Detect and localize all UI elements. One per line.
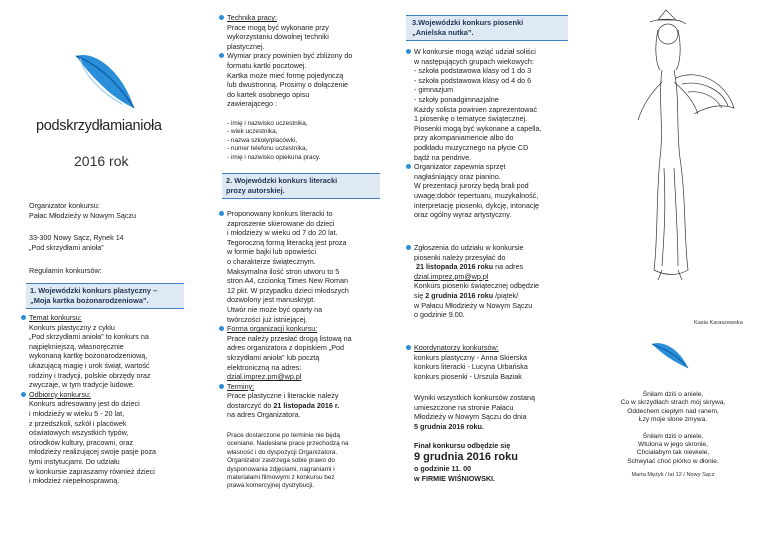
signup-line: piosenki należy przesyłać do (414, 252, 506, 262)
poem-line: Oddechem ciepłym nad ranem, (627, 407, 719, 415)
piano-line: oraz ogólny wyraz artystyczny. (414, 210, 512, 220)
bullet-dot (219, 326, 224, 331)
theme-heading: Temat konkursu: (29, 313, 82, 322)
piano-line: interpretację piosenki, dykcję, intonację (414, 200, 540, 210)
format-line: formatu kartki pocztowej. (227, 60, 307, 70)
coordinators-section (414, 343, 528, 381)
address-block (29, 233, 124, 252)
piano-line: W prezentacji jurorzy będą brali pod (414, 181, 529, 191)
deadlines-heading: Terminy: (227, 381, 255, 391)
contest2-line: w formie bajki lub opowieści (227, 247, 317, 257)
contest1-title-bar (26, 283, 184, 309)
coordinator-item: konkurs piosenki - Urszula Baziak (414, 371, 522, 381)
contest2-line: stron A4, czcionką Times New Roman (227, 276, 349, 286)
organizer-name: Pałac Młodzieży w Nowym Sączu (29, 210, 137, 220)
recipients-line: młodzieży realizującej swoje pasje poza (29, 447, 157, 457)
year-label: 2016 rok (74, 153, 129, 169)
technique-line: plastycznej. (227, 41, 265, 51)
deadline-date: 21 listopada 2016 r. (273, 400, 340, 410)
signup-event-prefix: się (414, 290, 426, 300)
theme-line: Konkurs plastyczny z cyklu (29, 322, 115, 332)
contest2-line: Proponowany konkurs literacki to (227, 209, 333, 218)
signup-line: w Pałacu Młodzieży w Nowym Sączu (414, 300, 533, 310)
feather-logo (72, 48, 138, 116)
format-line: do kartek osobnego opisu (227, 89, 310, 99)
contest1-title-line1: 1. Wojewódzki konkurs plastyczny – (30, 286, 158, 295)
groups-line: - szkoła podstawowa klasy od 4 do 6 (414, 75, 532, 85)
brand-name: podskrzydłamianioła (36, 118, 162, 134)
description-item: - nazwa szkoły/placówki, (227, 136, 297, 144)
middle-column (218, 0, 388, 543)
terms-block (227, 432, 349, 491)
signup-email-link[interactable]: dzial.imprez.pm@wp.pl (414, 271, 489, 281)
contest3-section (414, 47, 541, 220)
bullet-dot (21, 315, 26, 320)
description-item: - numer telefonu uczestnika, (227, 145, 308, 153)
terms-line: Organizator zastrzega sobie prawo do (227, 457, 335, 465)
angel-illustration (598, 8, 748, 326)
theme-section (29, 313, 156, 486)
technique-heading: Technika pracy: (227, 13, 277, 22)
terms-line: prawa komercyjnej dystrybucji. (227, 482, 315, 490)
poem-line: Wtulona w jego skronie, (637, 441, 708, 449)
description-list (227, 120, 320, 162)
deadline-line: Prace plastyczne i literackie należy (227, 391, 339, 401)
theme-line: „Pod skrzydłami anioła” to konkurs na (29, 332, 149, 342)
terms-line: materiałami filmowymi z konkursu bez (227, 474, 335, 482)
organization-line: Prace należy przesłać drogą listową na (227, 333, 352, 343)
groups-line: Każdy solista powinien zaprezentować (414, 104, 538, 114)
terms-line: oceniane. Nadesłane prace przechodzą na (227, 440, 349, 448)
contest2-line: Tegoroczną formą literacką jest proza (227, 237, 347, 247)
groups-line: - gimnazjum (414, 85, 454, 95)
contest2-title-line1: 2. Wojewódzki konkurs literacki (226, 176, 338, 185)
terms-line: własność i do dyspozycji Organizatora. (227, 448, 338, 456)
terms-line: Prace dostarczone po terminie nie będą (227, 432, 340, 439)
description-item: - imię i nazwisko uczestnika, (227, 120, 308, 127)
address-line-2: „Pod skrzydłami anioła” (29, 242, 104, 252)
signup-line: Konkurs piosenki świątecznej odbędzie (414, 281, 540, 291)
coordinator-item: konkurs plastyczny - Anna Skierska (414, 352, 528, 362)
recipients-line: ośrodków kultury, pracowni, oraz (29, 437, 134, 447)
groups-line: Piosenki mogą być wykonane a capella, (414, 123, 542, 133)
contest2-line: Maksymalna ilość stron utworu to 5 (227, 266, 340, 276)
poem-line: Schwytać choć piórko w dłonie. (627, 457, 719, 465)
organization-line: elektroniczną na adres: (227, 362, 302, 372)
contest1-title-line2: „Moja kartka bożonarodzeniowa”. (30, 296, 149, 305)
bullet-dot (219, 384, 224, 389)
right-column (402, 0, 572, 543)
groups-line: W konkursie mogą wziąć udział soliści (414, 47, 536, 56)
theme-line: ukazującą magię i urok świąt, wartość (29, 360, 150, 370)
recipients-line: i młodzieży w wieku 5 - 20 lat, (29, 408, 125, 418)
signup-event-date-line (414, 291, 539, 301)
feather-icon (650, 340, 690, 370)
contest2-line: 12 pkt. W przypadku dzieci młodszych (227, 285, 349, 295)
format-line: zawierającego : (227, 99, 277, 109)
format-line: Kartka może mieć formę pojedynczą (227, 70, 344, 80)
groups-line: przy akompaniamencie albo do (414, 133, 514, 143)
final-place: w FIRMIE WIŚNIOWSKI. (414, 473, 496, 483)
description-item: - wiek uczestnika, (227, 128, 278, 136)
recipients-heading: Odbiorcy konkursu: (29, 389, 91, 399)
terms-line: dysponowania zdjęciami, nagraniami i (227, 465, 335, 473)
bullet-dot (21, 392, 26, 397)
bullet-dot (219, 211, 224, 216)
piano-line: uwagę:dobór repertuaru, muzykalność, (414, 190, 539, 200)
bullet-dot (406, 164, 411, 169)
bullet-dot (219, 53, 224, 58)
contest2-line: Utwór nie może być oparty na (227, 304, 323, 314)
signup-event-day: /piątek/ (493, 290, 519, 300)
organizer-block (29, 201, 136, 220)
recipients-line: z przedszkoli, szkół i placówek (29, 418, 127, 428)
regulations-label: Regulamin konkursów: (29, 266, 102, 275)
groups-line: podkładu muzycznego na płycie CD (414, 142, 529, 152)
organization-heading: Forma organizacji konkursu: (227, 324, 318, 334)
format-line: Wymiar pracy powinien być zbliżony do (227, 51, 353, 61)
address-line-1: 33-300 Nowy Sącz, Rynek 14 (29, 233, 124, 242)
recipients-line: i młodzież niepełnosprawną. (29, 476, 120, 486)
results-line: umieszczone na stronie Pałacu (414, 402, 514, 412)
bullet-dot (406, 245, 411, 250)
piano-line: Organizator zapewnia sprzęt (414, 162, 506, 172)
technique-line: Prace mogą być wykonane przy (227, 22, 329, 32)
results-line: Młodzieży w Nowym Sączu do dnia (414, 412, 527, 422)
deadline-line: na adres Organizatora. (227, 410, 301, 420)
groups-line: 1 piosenkę o tematyce świątecznej. (414, 114, 528, 124)
recipients-line: oświatowych wszystkich typów, (29, 428, 129, 438)
organization-line: adres organizatora z dopiskiem „Pod (227, 343, 345, 353)
bullet-dot (406, 345, 411, 350)
deadline-prefix: dostarczyć do (227, 400, 274, 410)
left-column (0, 0, 190, 543)
results-line: Wyniki wszystkich konkursów zostaną (414, 393, 535, 402)
groups-line: w następujących grupach wiekowych: (414, 56, 534, 66)
final-time: o godzinie 11. 00 (414, 464, 472, 473)
illustration-credit: Kasia Karaszewska (694, 320, 743, 326)
groups-line: bądź na pendrive. (414, 152, 472, 162)
contest2-line: twórczości już istniejącej. (227, 314, 308, 324)
signup-date-line (414, 262, 539, 272)
contest2-title-line2: prozy autorskiej. (226, 186, 285, 195)
contest2-line: dozwolony jest manuskrypt. (227, 295, 316, 305)
poem-line: Co w skrzydłach strach mój skrywa, (620, 399, 726, 407)
signup-line: o godzinie 9.00. (414, 310, 465, 320)
poem-line: Chciałabym tak niewiele, (636, 449, 710, 457)
coordinators-heading: Koordynatorzy konkursów: (414, 343, 499, 352)
final-date: 9 grudnia 2016 roku (414, 451, 518, 463)
bullet-dot (406, 49, 411, 54)
organizer-label: Organizator konkursu: (29, 201, 100, 210)
deadline-line (227, 401, 352, 411)
signup-event-date: 2 grudnia 2016 roku (425, 290, 494, 300)
contest3-title-line1: 3.Wojewódzki konkurs piosenki (412, 18, 524, 27)
poem-author: Marta Mężyk / lat 12 / Nowy Sącz (631, 472, 715, 478)
bullet-dot (219, 15, 224, 20)
piano-line: nagłaśniający oraz pianino. (414, 171, 501, 181)
final-label: Finał konkursu odbędzie się (414, 441, 511, 450)
theme-line: najpiękniejszą, własnoręcznie (29, 341, 124, 351)
far-right-column (578, 0, 768, 543)
coordinator-item: konkurs literacki - Lucyna Urbańska (414, 362, 528, 372)
email-link[interactable]: dzial.imprez.pm@wp.pl (227, 372, 302, 382)
groups-line: - szkoły ponadgimnazjalne (414, 94, 499, 104)
contest2-line: zaproszenie skierowane do dzieci (227, 218, 335, 228)
recipients-line: tymi instytucjami. Do udziału (29, 456, 120, 466)
signup-date-rest: na adres (493, 262, 524, 272)
results-section (414, 393, 535, 431)
organization-line: skrzydłami anioła” lub pocztą (227, 352, 320, 362)
theme-line: zwyczaje, w tym tradycje ludowe. (29, 380, 135, 390)
contest3-title-bar (406, 15, 568, 41)
contest3-title-line2: „Anielska nutka”. (412, 28, 474, 37)
signup-date: 21 listopada 2016 roku (416, 262, 494, 272)
contest2-title-bar (222, 173, 380, 199)
poem (588, 391, 758, 466)
poem-line: Śniłam dziś o aniele, (642, 432, 704, 440)
technique-line: wykorzystaniu dowolnej techniki (227, 32, 329, 42)
contest2-line: i młodzieży w wieku od 7 do 20 lat. (227, 228, 338, 238)
poem-line: Łzy moje słone zmywa. (638, 416, 708, 424)
contest2-section (227, 209, 352, 420)
contest2-line: o charakterze świątecznym. (227, 256, 316, 266)
signup-line: Zgłoszenia do udziału w konkursie (414, 243, 524, 252)
poem-line: Śniłam dziś o aniele, (642, 391, 704, 398)
final-section (414, 441, 518, 483)
recipients-line: Konkurs adresowany jest do dzieci (29, 399, 140, 409)
groups-line: - szkoła podstawowa klasy od 1 do 3 (414, 66, 532, 76)
description-item: - imię i nazwisko opiekuna pracy. (227, 153, 321, 161)
poem-spacer (588, 425, 758, 433)
signup-section (414, 243, 539, 320)
theme-line: wykonaną kartkę bożonarodzeniową, (29, 351, 148, 361)
format-line: lub dwustronną. Prosimy o dołączenie (227, 80, 349, 90)
results-date: 5 grudnia 2016 roku. (414, 421, 484, 431)
theme-line: rodziny i tradycji, polskie obrzędy oraz (29, 370, 151, 380)
technique-section (227, 13, 352, 109)
recipients-line: w konkursie zapraszamy również dzieci (29, 466, 155, 476)
